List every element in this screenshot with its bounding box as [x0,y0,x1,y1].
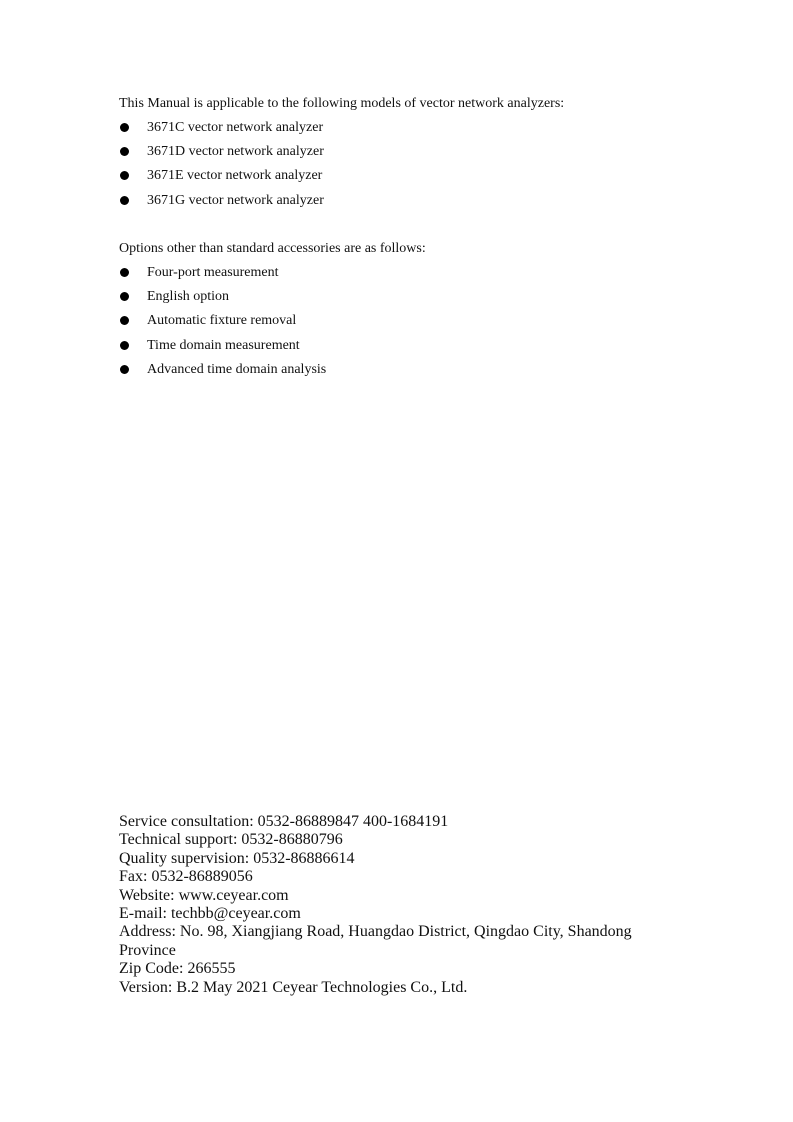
model-item-label: 3671D vector network analyzer [147,144,324,160]
website: Website: www.ceyear.com [119,886,289,904]
models-intro: This Manual is applicable to the following models of vector network analyzers: [119,96,565,111]
service-consultation: Service consultation: 0532-86889847 400-1684191 [119,813,449,830]
zip-code: Zip Code: 266555 [119,960,236,978]
contact-info [119,813,659,997]
option-item-label: English option [147,289,230,305]
option-item-label: Time domain measurement [147,337,300,353]
bullet-icon [120,196,129,205]
version: Version: B.2 May 2021 Ceyear Technologies Co., Ltd. [119,978,468,996]
model-item-label: 3671G vector network analyzer [147,192,324,208]
model-item-label: 3671C vector network analyzer [147,120,324,135]
bullet-icon [120,341,129,350]
bullet-icon [120,147,129,156]
model-item-label: 3671E vector network analyzer [147,168,323,184]
option-item-label: Four-port measurement [147,265,279,280]
bullet-icon [120,316,129,325]
quality-supervision: Quality supervision: 0532-86886614 [119,849,355,867]
bullet-icon [120,292,129,301]
option-item-label: Automatic fixture removal [147,313,297,329]
bullet-icon [120,268,129,277]
fax: Fax: 0532-86889056 [119,868,253,886]
bullet-icon [120,171,129,180]
address: Address: No. 98, Xiangjiang Road, Huangdao District, Qingdao City, Shandong Province [119,923,632,959]
option-item-label: Advanced time domain analysis [147,361,327,377]
bullet-icon [120,123,129,132]
email: E-mail: techbb@ceyear.com [119,905,301,923]
technical-support: Technical support: 0532-86880796 [119,831,343,849]
bullet-icon [120,365,129,374]
options-intro: Options other than standard accessories are as follows: [119,241,426,256]
